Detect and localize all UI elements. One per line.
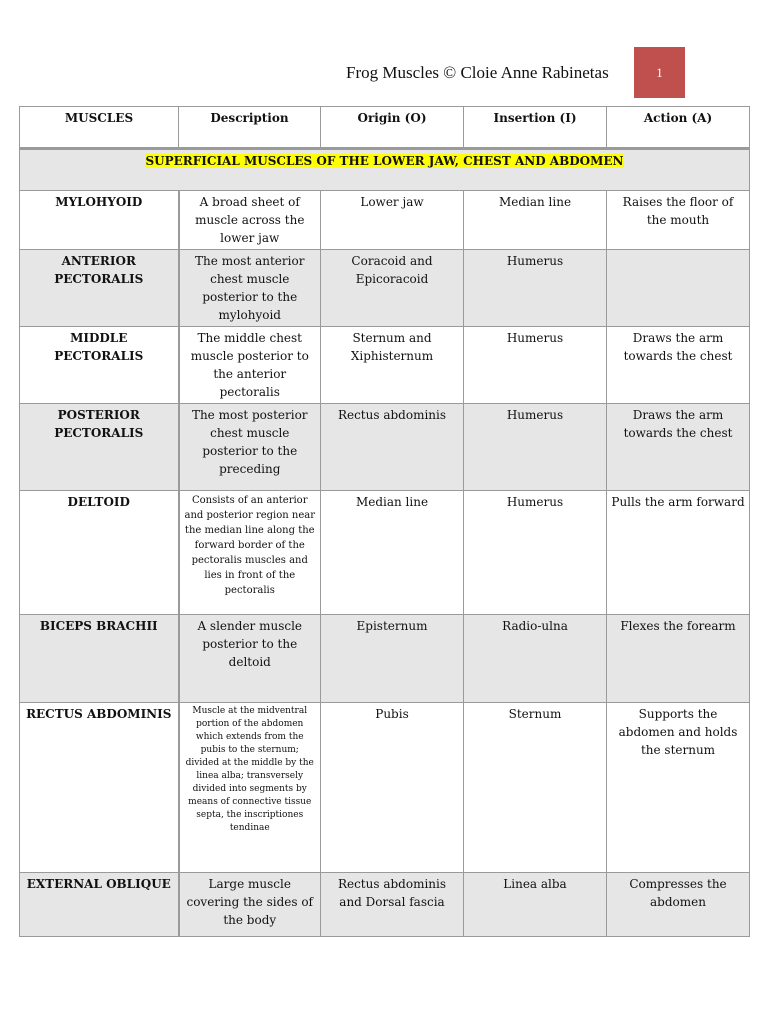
muscle-description: A broad sheet of muscle across the lower jaw	[179, 191, 321, 250]
muscle-insertion: Sternum	[464, 703, 607, 873]
muscle-origin: Episternum	[321, 615, 464, 703]
muscles-table	[19, 106, 750, 937]
muscle-description: Muscle at the midventral portion of the abdomen which extends from the pubis to the sternum; divided at the middle by the linea alba; transversely divided into segments by means of connective tissue septa, the inscriptiones tendinae	[179, 703, 321, 873]
muscle-origin: Sternum and Xiphisternum	[321, 327, 464, 404]
column-header-insertion: Insertion (I)	[464, 107, 607, 149]
muscle-name: BICEPS BRACHII	[20, 615, 179, 703]
muscle-name: MYLOHYOID	[20, 191, 179, 250]
column-header-action: Action (A)	[607, 107, 750, 149]
muscle-description: The most anterior chest muscle posterior to the mylohyoid	[179, 250, 321, 327]
muscle-action: Supports the abdomen and holds the sternum	[607, 703, 750, 873]
page-number-badge: 1	[634, 47, 685, 98]
column-header-origin: Origin (O)	[321, 107, 464, 149]
table-row	[20, 703, 750, 873]
muscle-action: Draws the arm towards the chest	[607, 404, 750, 491]
muscle-name: RECTUS ABDOMINIS	[20, 703, 179, 873]
muscle-name: MIDDLE PECTORALIS	[20, 327, 179, 404]
muscle-insertion: Humerus	[464, 327, 607, 404]
table-row	[20, 873, 750, 937]
muscle-insertion: Linea alba	[464, 873, 607, 937]
muscle-action	[607, 250, 750, 327]
muscle-insertion: Median line	[464, 191, 607, 250]
muscle-action: Raises the floor of the mouth	[607, 191, 750, 250]
table-row	[20, 404, 750, 491]
muscle-action: Pulls the arm forward	[607, 491, 750, 615]
muscle-description: The middle chest muscle posterior to the anterior pectoralis	[179, 327, 321, 404]
section-title: SUPERFICIAL MUSCLES OF THE LOWER JAW, CHEST AND ABDOMEN	[145, 154, 624, 168]
muscle-origin: Coracoid and Epicoracoid	[321, 250, 464, 327]
muscle-action: Compresses the abdomen	[607, 873, 750, 937]
muscle-name: EXTERNAL OBLIQUE	[20, 873, 179, 937]
table-row	[20, 615, 750, 703]
muscle-description: Large muscle covering the sides of the body	[179, 873, 321, 937]
column-header-muscles: MUSCLES	[20, 107, 179, 149]
muscle-origin: Lower jaw	[321, 191, 464, 250]
table-row	[20, 327, 750, 404]
muscle-description: The most posterior chest muscle posterior to the preceding	[179, 404, 321, 491]
muscle-insertion: Humerus	[464, 250, 607, 327]
table-row	[20, 250, 750, 327]
muscle-description: Consists of an anterior and posterior region near the median line along the forward border of the pectoralis muscles and lies in front of the pectoralis	[179, 491, 321, 615]
muscle-insertion: Humerus	[464, 491, 607, 615]
section-row	[20, 149, 750, 191]
table-row	[20, 491, 750, 615]
muscle-insertion: Radio-ulna	[464, 615, 607, 703]
muscle-origin: Median line	[321, 491, 464, 615]
muscle-name: POSTERIOR PECTORALIS	[20, 404, 179, 491]
muscle-name: ANTERIOR PECTORALIS	[20, 250, 179, 327]
page-header-title: Frog Muscles © Cloie Anne Rabinetas	[346, 63, 609, 82]
table-header-row	[20, 107, 750, 149]
muscle-action: Flexes the forearm	[607, 615, 750, 703]
muscle-name: DELTOID	[20, 491, 179, 615]
muscle-origin: Pubis	[321, 703, 464, 873]
column-header-description: Description	[179, 107, 321, 149]
muscle-description: A slender muscle posterior to the deltoid	[179, 615, 321, 703]
muscle-origin: Rectus abdominis and Dorsal fascia	[321, 873, 464, 937]
table-row	[20, 191, 750, 250]
muscle-insertion: Humerus	[464, 404, 607, 491]
muscle-action: Draws the arm towards the chest	[607, 327, 750, 404]
muscle-origin: Rectus abdominis	[321, 404, 464, 491]
